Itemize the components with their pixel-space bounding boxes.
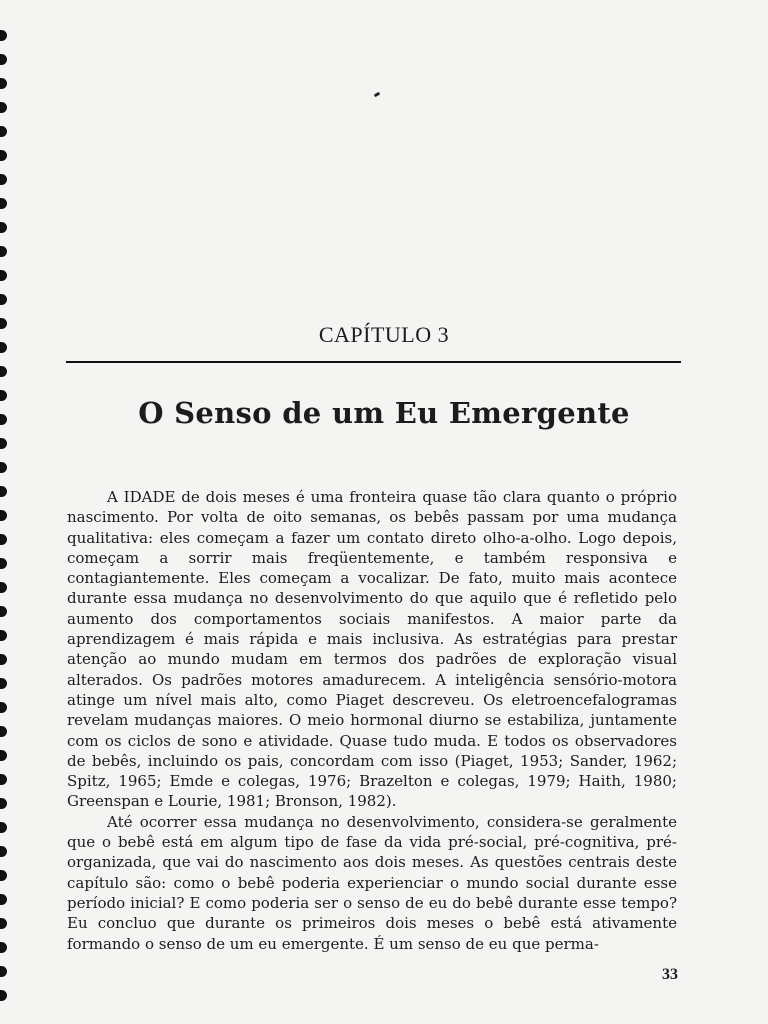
- page-number: 33: [662, 966, 678, 983]
- binding-hole: [0, 462, 7, 473]
- binding-hole: [0, 246, 7, 257]
- spiral-binding: [0, 30, 10, 1020]
- binding-hole: [0, 366, 7, 377]
- binding-hole: [0, 678, 7, 689]
- binding-hole: [0, 990, 7, 1001]
- paragraph-2: Até ocorrer essa mudança no desenvolvimento, considera-se geralmente que o bebê está em algum tipo de fase da vida pré-social, pré-cognitiva, pré-organizada, que vai do nascimento aos dois meses. As questões centrais deste capítulo são: como o bebê poderia experienciar o mundo social durante esse período inicial? E como poderia ser o senso de eu do bebê durante esse tempo? Eu concluo que durante os primeiros dois meses o bebê está ativamente formando o senso de um eu emergente. É um senso de eu que perma-: [67, 812, 677, 953]
- chapter-divider: [66, 361, 681, 363]
- binding-hole: [0, 918, 7, 929]
- binding-hole: [0, 438, 7, 449]
- paragraph-1: A IDADE de dois meses é uma fronteira quase tão clara quanto o próprio nascimento. Por volta de oito semanas, os bebês passam por uma mudança qualitativa: eles começam a fazer um contato direto olho-a-olho. Logo depois, começam a sorrir mais freqüentemente, e também responsiva e contagiantemente. Eles começam a vocalizar. De fato, muito mais acontece durante essa mudança no desenvolvimento do que aquilo que é refletido pelo aumento dos comportamentos sociais manifestos. A maior parte da aprendizagem é mais rápida e mais inclusiva. As estratégias para prestar atenção ao mundo mudam em termos dos padrões de exploração visual alterados. Os padrões motores amadurecem. A inteligência sensório-motora atinge um nível mais alto, como Piaget descreveu. Os eletroencefalogramas revelam mudanças maiores. O meio hormonal diurno se estabiliza, juntamente com os ciclos de sono e atividade. Quase tudo muda. E todos os observadores de bebês, incluindo os pais, concordam com isso (Piaget, 1953; Sander, 1962; Spitz, 1965; Emde e colegas, 1976; Brazelton e colegas, 1979; Haith, 1980; Greenspan e Lourie, 1981; Bronson, 1982).: [67, 488, 677, 811]
- chapter-title: O Senso de um Eu Emergente: [138, 396, 630, 430]
- binding-hole: [0, 54, 7, 65]
- binding-hole: [0, 822, 7, 833]
- binding-hole: [0, 846, 7, 857]
- binding-hole: [0, 870, 7, 881]
- binding-hole: [0, 270, 7, 281]
- binding-hole: [0, 630, 7, 641]
- chapter-body: [67, 487, 677, 954]
- binding-hole: [0, 30, 7, 41]
- ink-speck: [374, 92, 381, 98]
- binding-hole: [0, 798, 7, 809]
- binding-hole: [0, 606, 7, 617]
- binding-hole: [0, 126, 7, 137]
- binding-hole: [0, 726, 7, 737]
- binding-hole: [0, 534, 7, 545]
- binding-hole: [0, 654, 7, 665]
- binding-hole: [0, 486, 7, 497]
- binding-hole: [0, 102, 7, 113]
- binding-hole: [0, 150, 7, 161]
- binding-hole: [0, 702, 7, 713]
- binding-hole: [0, 966, 7, 977]
- binding-hole: [0, 78, 7, 89]
- binding-hole: [0, 294, 7, 305]
- binding-hole: [0, 942, 7, 953]
- binding-hole: [0, 582, 7, 593]
- binding-hole: [0, 174, 7, 185]
- binding-hole: [0, 894, 7, 905]
- binding-hole: [0, 198, 7, 209]
- binding-hole: [0, 750, 7, 761]
- chapter-label: CAPÍTULO 3: [318, 322, 450, 347]
- binding-hole: [0, 222, 7, 233]
- binding-hole: [0, 510, 7, 521]
- binding-hole: [0, 558, 7, 569]
- binding-hole: [0, 774, 7, 785]
